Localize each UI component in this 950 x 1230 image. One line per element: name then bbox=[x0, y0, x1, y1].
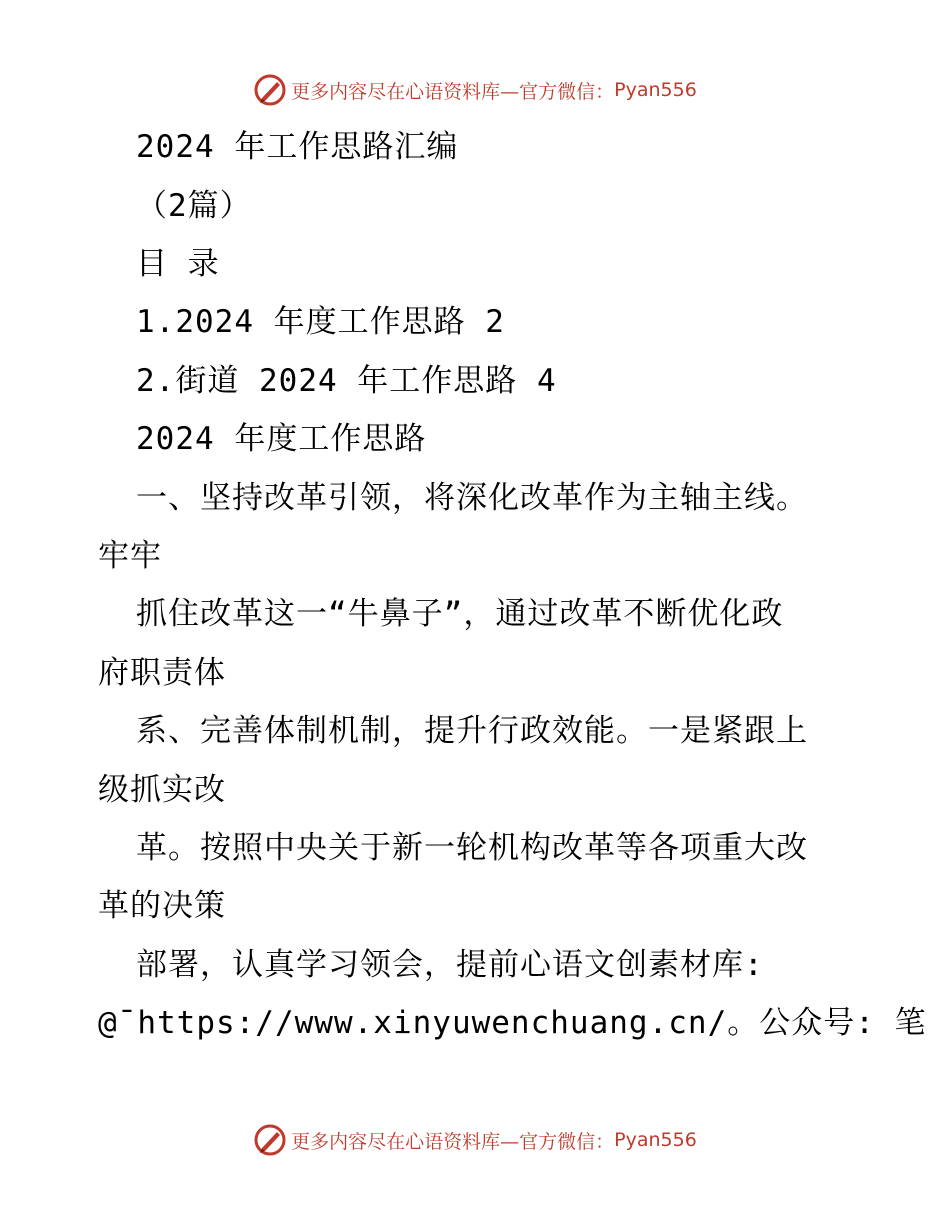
paragraph-line: 抓住改革这一“牛鼻子”，通过改革不断优化政 bbox=[136, 596, 784, 632]
section-heading: 2024 年度工作思路 bbox=[136, 421, 427, 457]
paragraph-line: 革。按照中央关于新一轮机构改革等各项重大改 bbox=[136, 830, 808, 866]
paragraph-line: 牢牢 bbox=[98, 538, 162, 574]
toc-heading: 目 录 bbox=[136, 246, 220, 282]
watermark-text: 更多内容尽在心语资料库—官方微信： bbox=[291, 1130, 615, 1153]
watermark-text: 更多内容尽在心语资料库—官方微信： bbox=[291, 80, 615, 103]
paragraph-line: 一、坚持改革引领，将深化改革作为主轴主线。 bbox=[136, 480, 808, 516]
watermark-header bbox=[0, 72, 950, 108]
watermark-id: Pyan556 bbox=[614, 1129, 697, 1151]
paragraph-line: 系、完善体制机制，提升行政效能。一是紧跟上 bbox=[136, 713, 808, 749]
watermark-id: Pyan556 bbox=[614, 79, 697, 101]
pen-logo-icon bbox=[253, 1123, 287, 1157]
paragraph-line: 革的决策 bbox=[98, 888, 226, 924]
paragraph-line: 府职责体 bbox=[98, 655, 226, 691]
doc-subtitle: （2篇） bbox=[136, 188, 252, 224]
toc-item-1: 1.2024 年度工作思路 2 bbox=[136, 304, 505, 340]
watermark-footer bbox=[0, 1122, 950, 1158]
doc-title: 2024 年工作思路汇编 bbox=[136, 129, 459, 165]
paragraph-line: 部署，认真学习领会，提前心语文创素材库: bbox=[136, 947, 764, 983]
paragraph-line: 级抓实改 bbox=[98, 772, 226, 808]
pen-logo-icon bbox=[253, 73, 287, 107]
toc-item-2: 2.街道 2024 年工作思路 4 bbox=[136, 363, 557, 399]
paragraph-line: @¯https://www.xinyuwenchuang.cn/。公众号: 笔 bbox=[98, 1005, 927, 1041]
